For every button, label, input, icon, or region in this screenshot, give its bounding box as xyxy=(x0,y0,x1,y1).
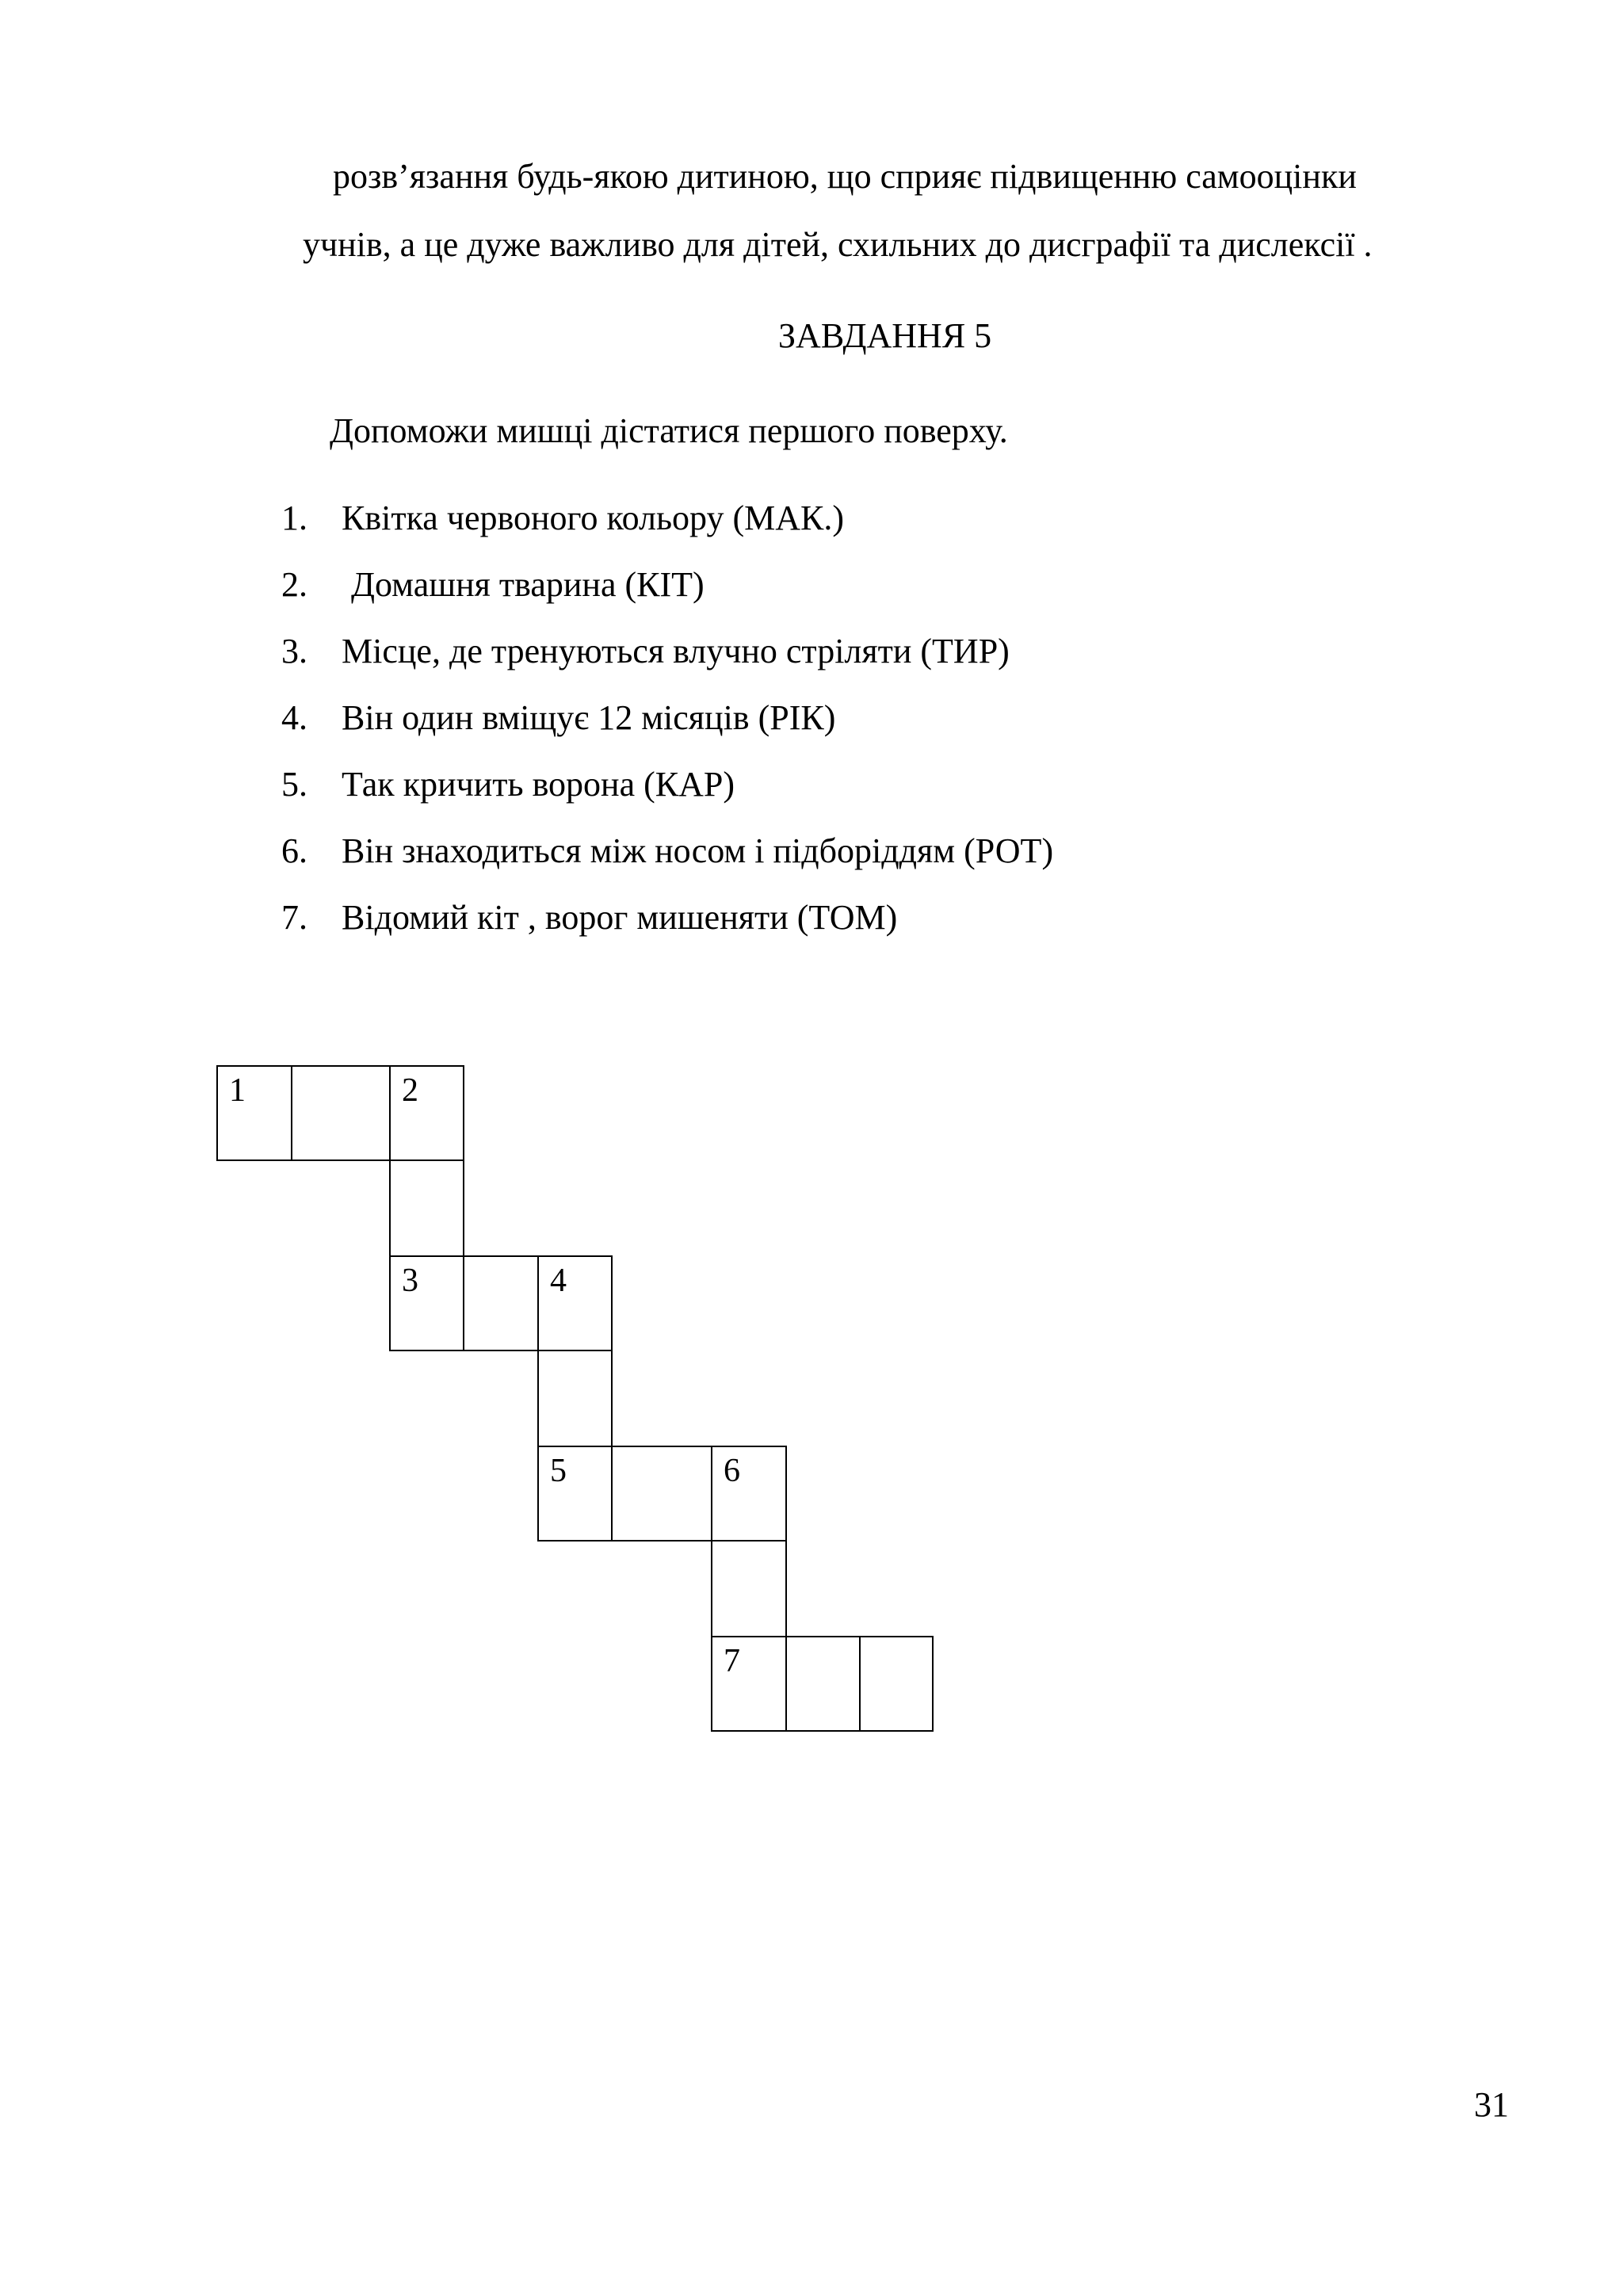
crossword-cell[interactable] xyxy=(463,1255,539,1351)
crossword-cell[interactable] xyxy=(389,1065,464,1161)
crossword-cell[interactable] xyxy=(785,1636,861,1732)
cell-number: 1 xyxy=(229,1072,246,1109)
paragraph-line-2: учнів, а це дуже важливо для дітей, схильних до дисграфії та дислексії . xyxy=(303,225,1373,264)
cell-number: 5 xyxy=(550,1453,567,1489)
crossword-cell[interactable] xyxy=(859,1636,934,1732)
clue-text: Він знаходиться між носом і підборіддям (РОТ) xyxy=(342,831,1054,870)
cell-number: 4 xyxy=(550,1263,567,1299)
crossword-cell[interactable] xyxy=(389,1255,464,1351)
clue-number: 2. xyxy=(281,565,307,604)
clue-number: 1. xyxy=(281,499,307,537)
clue-text: Відомий кіт , ворог мишеняти (ТОМ) xyxy=(342,898,898,937)
page-number: 31 xyxy=(1474,2085,1509,2124)
cell-number: 7 xyxy=(724,1643,740,1679)
clue-number: 6. xyxy=(281,831,307,870)
clue-number: 7. xyxy=(281,898,307,937)
crossword-cell[interactable] xyxy=(711,1636,787,1732)
crossword-cell[interactable] xyxy=(537,1255,613,1351)
crossword-cell[interactable] xyxy=(389,1159,464,1257)
clue-text: Так кричить ворона (КАР) xyxy=(342,765,735,804)
clue-number: 3. xyxy=(281,632,307,670)
task-heading: ЗАВДАННЯ 5 xyxy=(778,316,992,355)
clue-text: Домашня тварина (КІТ) xyxy=(351,565,705,604)
clue-text: Він один вміщує 12 місяців (РІК) xyxy=(342,698,836,737)
cell-number: 2 xyxy=(402,1072,418,1109)
clue-text: Місце, де тренуються влучно стріляти (ТИР) xyxy=(342,632,1010,670)
crossword-cell[interactable] xyxy=(537,1446,613,1541)
crossword-cell[interactable] xyxy=(216,1065,292,1161)
crossword-cell[interactable] xyxy=(611,1446,712,1541)
paragraph-line-1: розв’язання будь-якою дитиною, що сприяє підвищенню самооцінки xyxy=(333,157,1357,196)
clue-number: 4. xyxy=(281,698,307,737)
crossword-cell[interactable] xyxy=(537,1350,613,1447)
crossword-cell[interactable] xyxy=(711,1540,787,1637)
clue-number: 5. xyxy=(281,765,307,804)
crossword-cell[interactable] xyxy=(291,1065,391,1161)
task-instruction: Допоможи мишці дістатися першого поверху. xyxy=(330,411,1008,450)
cell-number: 6 xyxy=(724,1453,740,1489)
clue-text: Квітка червоного кольору (МАК.) xyxy=(342,499,845,537)
cell-number: 3 xyxy=(402,1263,418,1299)
crossword-cell[interactable] xyxy=(711,1446,787,1541)
